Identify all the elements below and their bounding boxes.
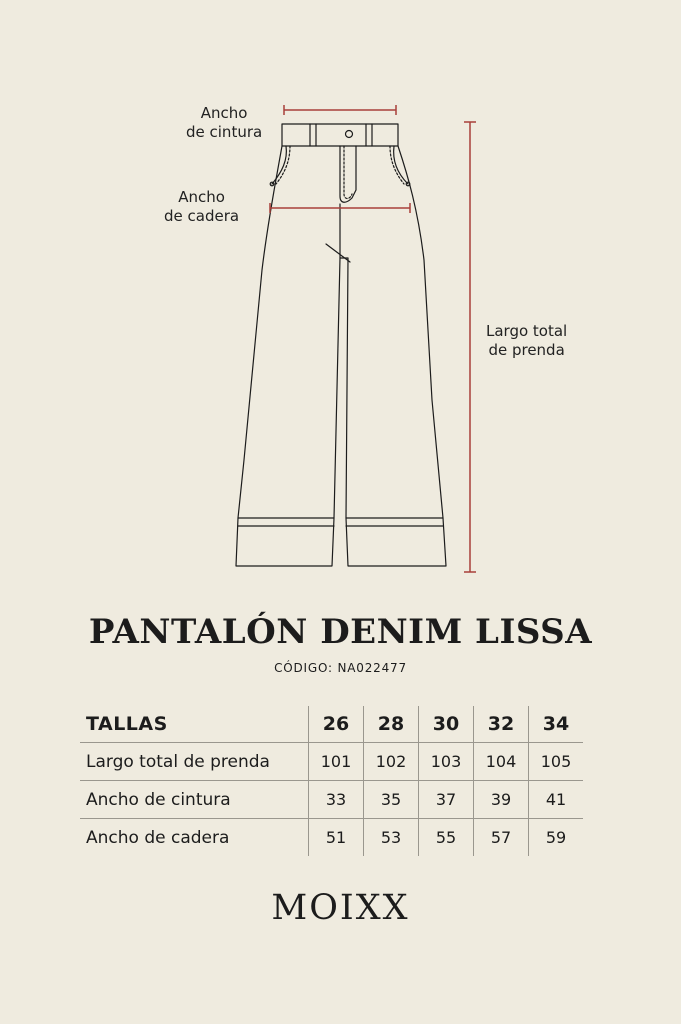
brand-logo: MOIXX <box>271 888 410 928</box>
size-table <box>80 706 583 856</box>
size-header-34: 34 <box>529 706 584 743</box>
length-label-line1: Largo total <box>486 322 568 340</box>
cell: 33 <box>309 781 364 819</box>
cell: 51 <box>309 819 364 857</box>
waist-label-line1: Ancho <box>200 104 248 122</box>
cell: 53 <box>364 819 419 857</box>
hip-label-line2: de cadera <box>164 207 240 225</box>
product-title: PANTALÓN DENIM LISSA <box>88 612 593 652</box>
size-header-label: TALLAS <box>86 713 168 735</box>
table-row <box>80 743 583 781</box>
row-label: Ancho de cadera <box>80 819 309 857</box>
table-row <box>80 781 583 819</box>
size-header-26: 26 <box>309 706 364 743</box>
cell: 102 <box>364 743 419 781</box>
size-header-row <box>80 706 583 743</box>
hip-label <box>164 188 239 226</box>
cell: 37 <box>419 781 474 819</box>
cell: 55 <box>419 819 474 857</box>
cell: 41 <box>529 781 584 819</box>
product-code: CÓDIGO: NA022477 <box>274 661 407 675</box>
length-label <box>486 322 567 360</box>
size-header-28: 28 <box>364 706 419 743</box>
row-label: Largo total de prenda <box>80 743 309 781</box>
table-row <box>80 819 583 857</box>
cell: 105 <box>529 743 584 781</box>
size-header-32: 32 <box>474 706 529 743</box>
cell: 104 <box>474 743 529 781</box>
cell: 57 <box>474 819 529 857</box>
row-label: Ancho de cintura <box>80 781 309 819</box>
cell: 103 <box>419 743 474 781</box>
waist-label-line2: de cintura <box>186 123 263 141</box>
size-header-30: 30 <box>419 706 474 743</box>
waist-label <box>186 104 262 142</box>
length-label-line2: de prenda <box>488 341 565 359</box>
cell: 59 <box>529 819 584 857</box>
cell: 101 <box>309 743 364 781</box>
hip-label-line1: Ancho <box>178 188 225 206</box>
cell: 35 <box>364 781 419 819</box>
cell: 39 <box>474 781 529 819</box>
